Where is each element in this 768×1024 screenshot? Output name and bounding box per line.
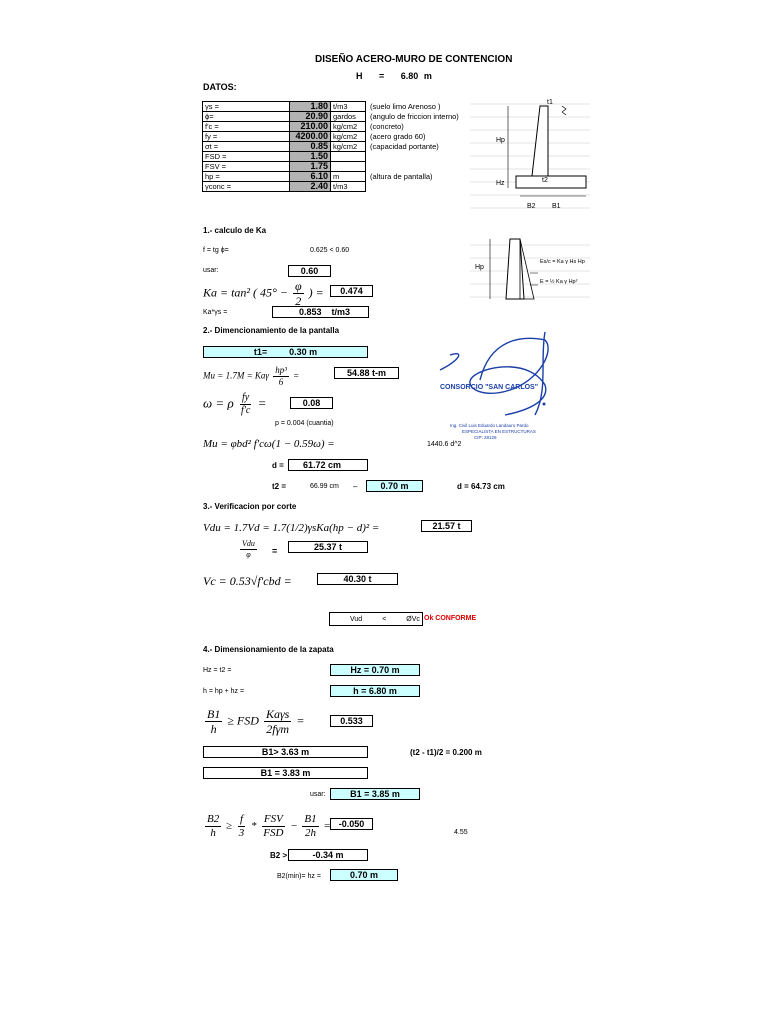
vc-formula: Vc = 0.53√f'cbd =: [203, 574, 292, 588]
t1-box-label: t1=: [253, 347, 268, 357]
datos-label-cell: hp =: [203, 172, 290, 182]
ka-value-box: 0.474: [330, 285, 373, 297]
t2-cm: 66.99 cm: [310, 483, 339, 490]
datos-label-cell: fy =: [203, 132, 290, 142]
b2h-formula: $\frac{B2}{h}$ ≥ $\frac{f}{3}$ * $\frac{\text{FSV}}{\text{FSD}}$ − $\frac{B1}{2h}$ =: [207, 813, 331, 839]
omega-value-box: 0.08: [290, 397, 333, 409]
wall-footing: [516, 176, 586, 188]
f-compare: 0.625 < 0.60: [310, 247, 350, 254]
check-lt: <: [382, 615, 387, 623]
es-label: Es/c = Ka γ Hs Hp: [540, 259, 585, 265]
datos-value-cell: 1.80: [290, 102, 331, 112]
stamp-line3: CIP: 28129: [474, 435, 497, 440]
t2t1-text: (t2 - t1)/2 = 0.200 m: [410, 748, 482, 757]
h-label: h = hp + hz =: [203, 688, 245, 695]
ka-formula: Ka = tan² ( 45° − $\frac{\varphi}{2}$ ) =: [203, 279, 324, 308]
kags-value: 0.853: [299, 307, 322, 317]
d-value-box: 61.72 cm: [288, 459, 368, 471]
t1-box: [203, 346, 368, 358]
datos-note-cell: [366, 182, 462, 192]
datos-value-cell: 6.10: [290, 172, 331, 182]
vdu-phi-value-box: 25.37 t: [288, 541, 368, 553]
mu2-result: 1440.6 d^2: [427, 441, 462, 448]
datos-label-cell: σt =: [203, 142, 290, 152]
datos-note-cell: (angulo de friccion interno): [370, 112, 459, 121]
b2min-box: 0.70 m: [330, 869, 398, 881]
datos-note-cell: (altura de pantalla): [370, 172, 433, 181]
earth-pressure-diagram: [470, 233, 590, 305]
d-label: d =: [272, 461, 284, 470]
datos-note-cell: (concreto): [370, 122, 404, 131]
datos-unit-cell: m: [331, 172, 366, 182]
e-label: E = ½ Ka γ Hp²: [540, 279, 578, 285]
datos-table: [202, 101, 462, 192]
height-header: [356, 71, 432, 81]
b1-gt-box: B1> 3.63 m: [203, 746, 368, 758]
rho-text: p = 0.004 (cuantia): [275, 420, 334, 427]
mu-formula: Mu = 1.7M = Kaγ $\frac{\text{hp³}}{6}$ =: [203, 365, 300, 387]
t1-box-value: 0.30 m: [289, 347, 318, 357]
datos-unit-cell: kg/cm2: [331, 132, 366, 142]
b1h-value-box: 0.533: [330, 715, 373, 727]
grid-lines: [470, 104, 590, 208]
side-number: 4.55: [454, 829, 468, 836]
stamp-company: CONSORCIO "SAN CARLOS": [440, 384, 539, 391]
check-vc: ØVc: [406, 615, 420, 623]
datos-label-cell: γconc =: [203, 182, 290, 192]
hp-label: Hp: [496, 137, 505, 144]
b2-gt-box: -0.34 m: [288, 849, 368, 861]
b2min-label: B2(min)= hz =: [277, 873, 321, 880]
usar-b1-label: usar:: [310, 791, 326, 798]
datos-row: [203, 142, 462, 152]
datos-label-cell: γs =: [203, 102, 290, 112]
datos-row: [203, 122, 462, 132]
f-label: f = tg ϕ=: [203, 247, 229, 254]
datos-unit-cell: kg/cm2: [331, 142, 366, 152]
datos-row: [203, 132, 462, 142]
stamp-line2: ESPECIALISTA EN ESTRUCTURAS: [462, 429, 536, 434]
pressure-hp-label: Hp: [475, 264, 484, 271]
datos-note-cell: (capacidad portante): [370, 142, 439, 151]
datos-row: [203, 162, 462, 172]
datos-unit-cell: t/m3: [331, 102, 366, 112]
kags-label: Ka*γs =: [203, 309, 228, 316]
vdu-phi-formula: $\frac{\text{Vdu}}{\varphi}$: [242, 539, 255, 559]
omega-formula: ω = ρ $\frac{fy}{f'c}$ =: [203, 392, 267, 416]
retaining-wall-diagram: [470, 92, 590, 222]
datos-unit-cell: [331, 152, 366, 162]
datos-value-cell: 210.00: [290, 122, 331, 132]
datos-note-cell: [366, 162, 462, 172]
page-title: DISEÑO ACERO-MURO DE CONTENCION: [315, 54, 513, 65]
check-vud: Vud: [350, 615, 363, 623]
datos-value-cell: 4200.00: [290, 132, 331, 142]
datos-value-cell: 0.85: [290, 142, 331, 152]
datos-label: DATOS:: [203, 82, 237, 92]
hz-label: Hz = t2 =: [203, 667, 232, 674]
shear-check-box: [329, 612, 423, 626]
b1-label: B1: [552, 203, 561, 210]
check-ok-label: Ok CONFORME: [424, 615, 477, 622]
sec4-title: 4.- Dimensionamiento de la zapata: [203, 645, 334, 654]
mu2-formula: Mu = φbd² f'cω(1 − 0.59ω) =: [203, 438, 335, 450]
t2-value-box: 0.70 m: [366, 480, 423, 492]
datos-row: [203, 112, 462, 122]
datos-value-cell: 1.75: [290, 162, 331, 172]
sec1-title: 1.- calculo de Ka: [203, 226, 267, 235]
usar-label: usar:: [203, 267, 219, 274]
datos-row: [203, 182, 462, 192]
sec3-title: 3.- Verificacion por corte: [203, 502, 297, 511]
h-label: H: [356, 71, 363, 81]
h-value: 6.80: [400, 71, 419, 81]
b2h-value-box: -0.050: [330, 818, 373, 830]
datos-unit-cell: gardos: [331, 112, 366, 122]
b2-gt-label: B2 >: [270, 851, 288, 860]
b1h-formula: $\frac{B1}{h}$ ≥ FSD $\frac{\text{Kaγs}}{\text{2fγm}}$ =: [207, 707, 305, 736]
datos-value-cell: 1.50: [290, 152, 331, 162]
datos-note-cell: (suelo limo Arenoso ): [370, 102, 441, 111]
datos-label-cell: f'c =: [203, 122, 290, 132]
d2-text: d = 64.73 cm: [457, 482, 505, 491]
usar-value-box: 0.60: [288, 265, 331, 277]
engineer-stamp: [420, 330, 560, 440]
b1-eq-box: B1 = 3.83 m: [203, 767, 368, 779]
datos-label-cell: ϕ=: [203, 112, 290, 122]
t2-label: t2 =: [272, 482, 287, 491]
kags-value-box: [272, 306, 369, 318]
mu-value-box: 54.88 t-m: [334, 367, 399, 379]
t2-dash: –: [353, 482, 358, 491]
vc-value-box: 40.30 t: [317, 573, 398, 585]
h-equals: =: [379, 71, 385, 81]
h-unit: m: [423, 71, 432, 81]
stamp-line1: Ing. Civil Luis Eduardo Landauro Pardo: [450, 423, 529, 428]
t1-label: t1: [547, 99, 553, 106]
vdu-value-box: 21.57 t: [421, 520, 472, 532]
datos-row: [203, 172, 462, 182]
datos-value-cell: 2.40: [290, 182, 331, 192]
usar-b1-box: B1 = 3.85 m: [330, 788, 420, 800]
datos-note-cell: (acero grado 60): [370, 132, 426, 141]
vdu-phi-eq: =: [272, 546, 278, 556]
b2-label: B2: [527, 203, 536, 210]
pressure-stem: [506, 239, 524, 299]
hz-box: Hz = 0.70 m: [330, 664, 420, 676]
hz-label: Hz: [496, 180, 505, 187]
kags-unit: t/m3: [331, 307, 351, 317]
wall-stem: [532, 106, 548, 176]
datos-unit-cell: t/m3: [331, 182, 366, 192]
datos-value-cell: 20.90: [290, 112, 331, 122]
datos-unit-cell: [331, 162, 366, 172]
h-box: h = 6.80 m: [330, 685, 420, 697]
vdu-formula: Vdu = 1.7Vd = 1.7(1/2)γsKa(hp − d)² =: [203, 522, 380, 534]
datos-label-cell: FSV =: [203, 162, 290, 172]
datos-label-cell: FSD =: [203, 152, 290, 162]
datos-row: [203, 102, 462, 112]
t2-label: t2: [542, 177, 548, 184]
sec2-title: 2.- Dimencionamiento de la pantalla: [203, 326, 340, 335]
datos-note-cell: [366, 152, 462, 162]
datos-unit-cell: kg/cm2: [331, 122, 366, 132]
datos-row: [203, 152, 462, 162]
